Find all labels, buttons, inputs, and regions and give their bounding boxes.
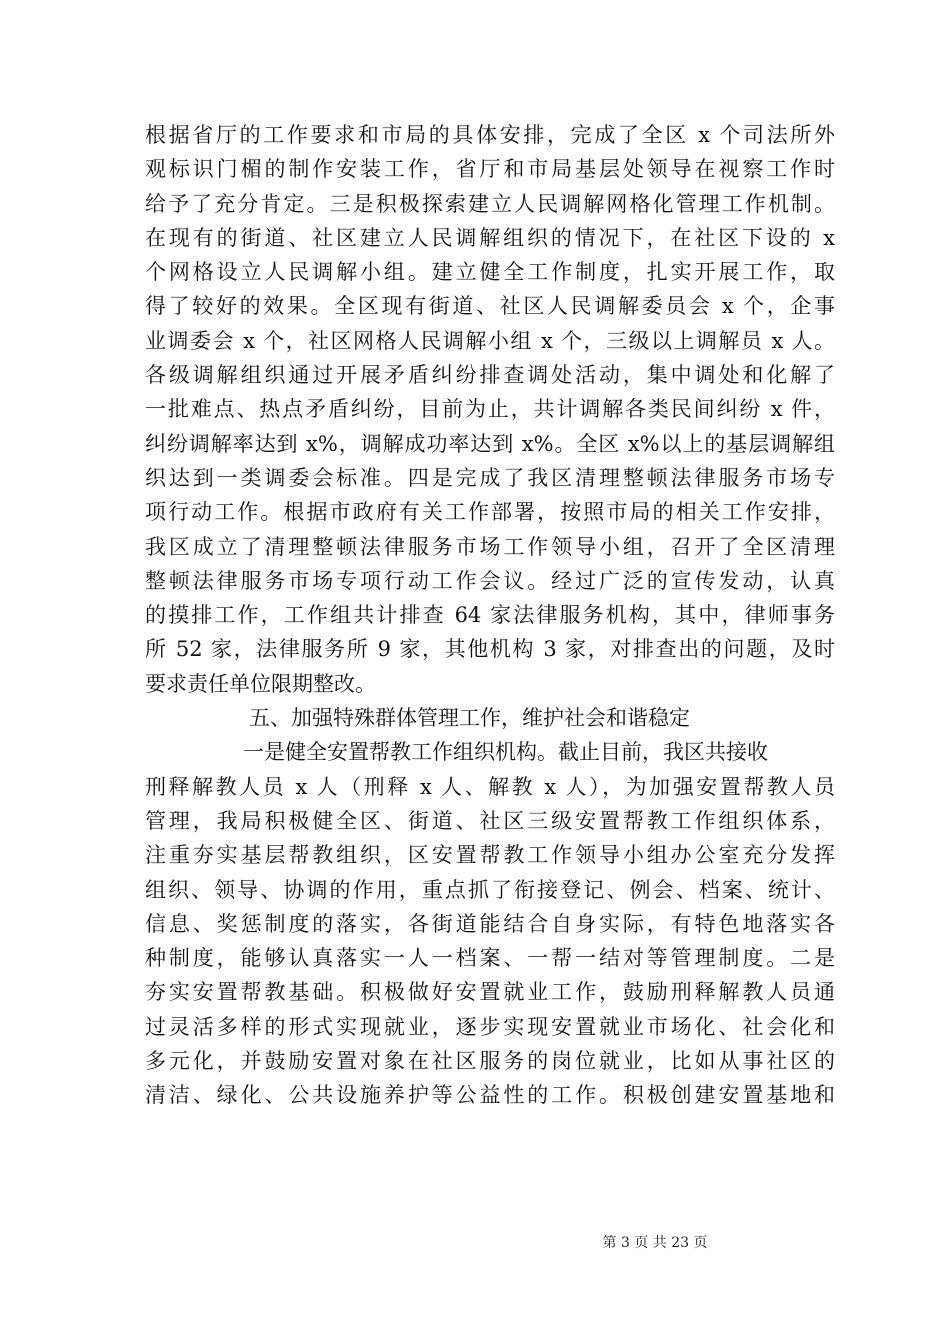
text-line: 观标识门楣的制作安装工作，省厅和市局基层处领导在视察工作时 bbox=[145, 157, 835, 182]
text-line: 业调委会 x 个，社区网格人民调解小组 x 个，三级以上调解员 x 人。 bbox=[145, 328, 835, 353]
text-line: 清洁、绿化、公共设施养护等公益性的工作。积极创建安置基地和 bbox=[145, 1083, 835, 1108]
text-line: 过灵活多样的形式实现就业，逐步实现安置就业市场化、社会化和 bbox=[145, 1014, 835, 1039]
text-line: 一批难点、热点矛盾纠纷，目前为止，共计调解各类民间纠纷 x 件， bbox=[145, 397, 835, 422]
text-line: 要求责任单位限期整改。 bbox=[145, 671, 376, 696]
text-line: 得了较好的效果。全区现有街道、社区人民调解委员会 x 个，企事 bbox=[145, 294, 835, 319]
text-line: 刑释解教人员 x 人（刑释 x 人、解教 x 人），为加强安置帮教人员 bbox=[145, 774, 835, 799]
page-number-footer: 第 3 页 共 23 页 bbox=[602, 1235, 708, 1251]
text-line: 多元化，并鼓励安置对象在社区服务的岗位就业，比如从事社区的 bbox=[145, 1049, 835, 1074]
text-line: 各级调解组织通过开展矛盾纠纷排查调处活动，集中调处和化解了 bbox=[145, 363, 835, 388]
text-line: 所 52 家，法律服务所 9 家，其他机构 3 家，对排查出的问题，及时 bbox=[145, 637, 835, 662]
text-line: 我区成立了清理整顿法律服务市场工作领导小组，召开了全区清理 bbox=[145, 534, 835, 559]
text-line: 注重夯实基层帮教组织，区安置帮教工作领导小组办公室充分发挥 bbox=[145, 843, 835, 868]
document-body bbox=[145, 118, 835, 1113]
text-line: 纠纷调解率达到 x%，调解成功率达到 x%。全区 x%以上的基层调解组 bbox=[145, 431, 835, 456]
text-line: 在现有的街道、社区建立人民调解组织的情况下，在社区下设的 x bbox=[145, 225, 835, 250]
text-line: 个网格设立人民调解小组。建立健全工作制度，扎实开展工作，取 bbox=[145, 260, 835, 285]
text-line: 一是健全安置帮教工作组织机构。截止目前，我区共接收 bbox=[243, 740, 768, 765]
text-line: 管理，我局积极健全区、街道、社区三级安置帮教工作组织体系， bbox=[145, 808, 835, 833]
text-line: 组织、领导、协调的作用，重点抓了衔接登记、例会、档案、统计、 bbox=[145, 877, 835, 902]
text-line: 织达到一类调委会标准。四是完成了我区清理整顿法律服务市场专 bbox=[145, 465, 835, 490]
text-line: 的摸排工作，工作组共计排查 64 家法律服务机构，其中，律师事务 bbox=[145, 603, 835, 628]
text-line: 种制度，能够认真落实一人一档案、一帮一结对等管理制度。二是 bbox=[145, 946, 835, 971]
text-line: 信息、奖惩制度的落实，各街道能结合自身实际，有特色地落实各 bbox=[145, 911, 835, 936]
text-line: 根据省厅的工作要求和市局的具体安排，完成了全区 x 个司法所外 bbox=[145, 123, 835, 147]
text-line: 给予了充分肯定。三是积极探索建立人民调解网格化管理工作机制。 bbox=[145, 191, 835, 216]
text-line: 整顿法律服务市场专项行动工作会议。经过广泛的宣传发动，认真 bbox=[145, 568, 835, 593]
section-heading: 五、加强特殊群体管理工作，维护社会和谐稳定 bbox=[249, 706, 690, 731]
text-line: 夯实安置帮教基础。积极做好安置就业工作，鼓励刑释解教人员通 bbox=[145, 980, 835, 1005]
text-line: 项行动工作。根据市政府有关工作部署，按照市局的相关工作安排， bbox=[145, 500, 835, 525]
